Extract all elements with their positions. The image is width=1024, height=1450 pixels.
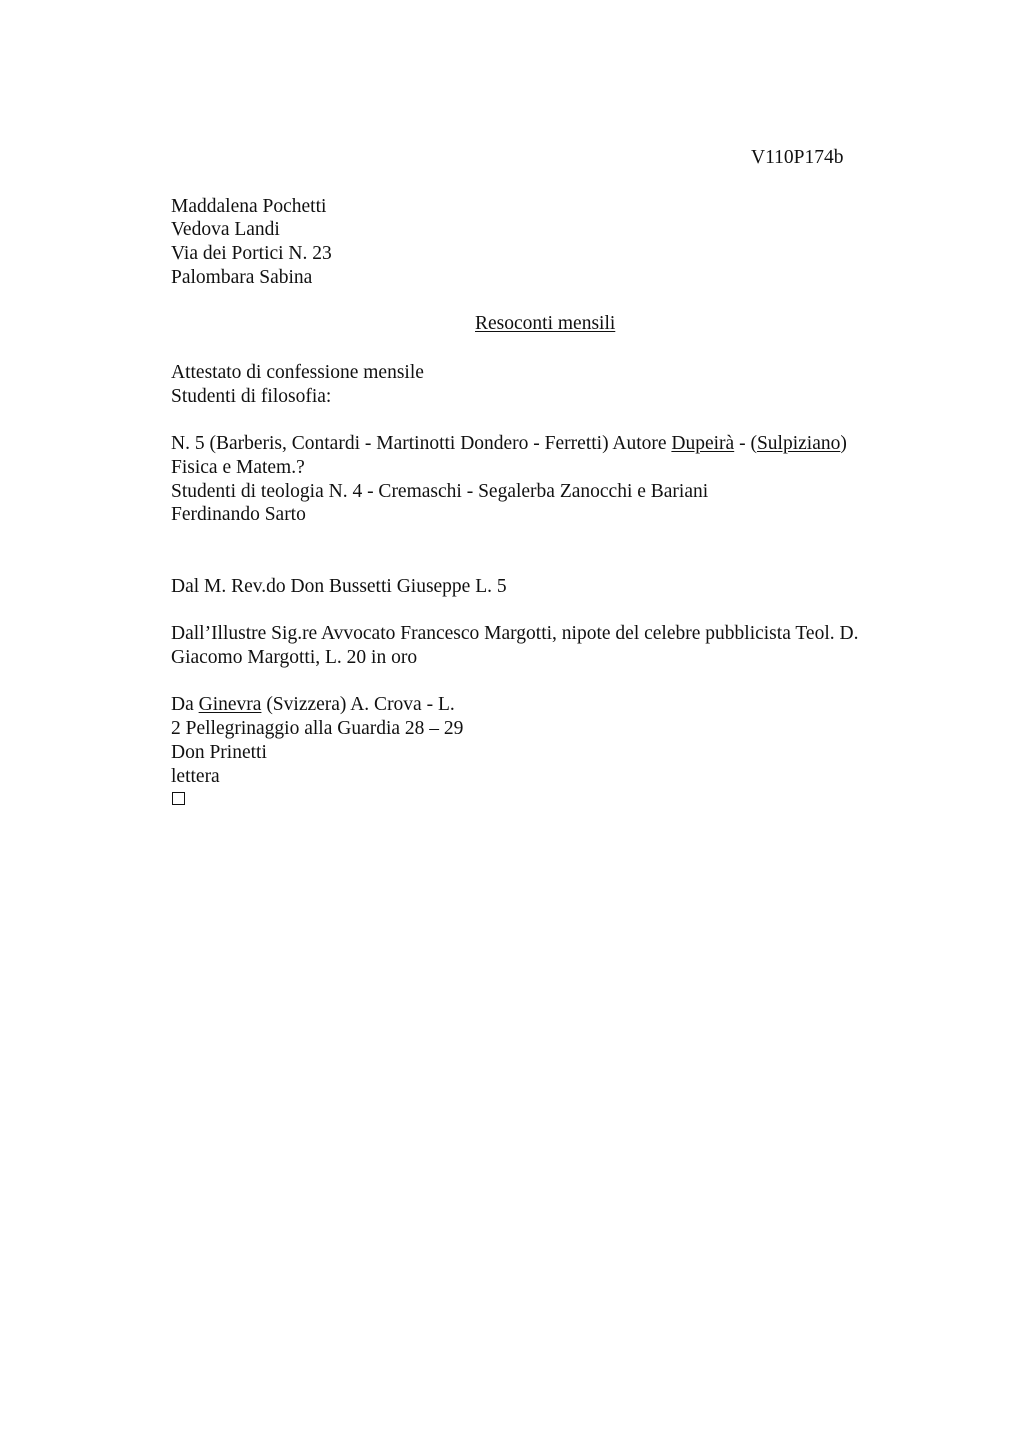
address-name: Maddalena Pochetti	[171, 196, 327, 217]
geneva-prefix: Da	[171, 694, 199, 715]
address-title: Vedova Landi	[171, 219, 280, 240]
author-dupeira: Dupeirà	[671, 433, 735, 454]
closing-paren: )	[840, 433, 847, 454]
geneva-line	[171, 693, 455, 717]
reference-code: V110P174b	[751, 147, 844, 168]
address-city: Palombara Sabina	[171, 267, 313, 288]
geneva-city: Ginevra	[198, 694, 262, 715]
document-heading: Resoconti mensili	[475, 313, 616, 334]
students-list-text: N. 5 (Barberis, Contardi - Martinotti Dondero - Ferretti) Autore	[171, 433, 672, 454]
confession-line: Attestato di confessione mensile	[171, 362, 424, 383]
pilgrimage-line: 2 Pellegrinaggio alla Guardia 28 – 29	[171, 718, 464, 739]
separator-text: - (	[734, 433, 757, 454]
address-street: Via dei Portici N. 23	[171, 243, 332, 264]
lettera-line: lettera	[171, 766, 220, 787]
don-prinetti-line: Don Prinetti	[171, 742, 267, 763]
donation-margotti-line1: Dall’Illustre Sig.re Avvocato Francesco Margotti, nipote del celebre pubblicista Teol. D.	[171, 623, 859, 644]
theology-students-line: Studenti di teologia N. 4 - Cremaschi - Segalerba Zanocchi e Bariani	[171, 481, 709, 502]
geneva-suffix: (Svizzera) A. Crova - L.	[261, 694, 455, 715]
donation-bussetti: Dal M. Rev.do Don Bussetti Giuseppe L. 5	[171, 576, 507, 597]
physics-math-line: Fisica e Matem.?	[171, 457, 305, 478]
donation-margotti-line2: Giacomo Margotti, L. 20 in oro	[171, 647, 418, 668]
ferdinando-sarto-line: Ferdinando Sarto	[171, 504, 306, 525]
checkbox-icon	[172, 792, 185, 805]
philosophy-students-line: Studenti di filosofia:	[171, 386, 332, 407]
author-sulpiziano: Sulpiziano	[756, 433, 841, 454]
philosophy-students-detail	[171, 432, 847, 456]
